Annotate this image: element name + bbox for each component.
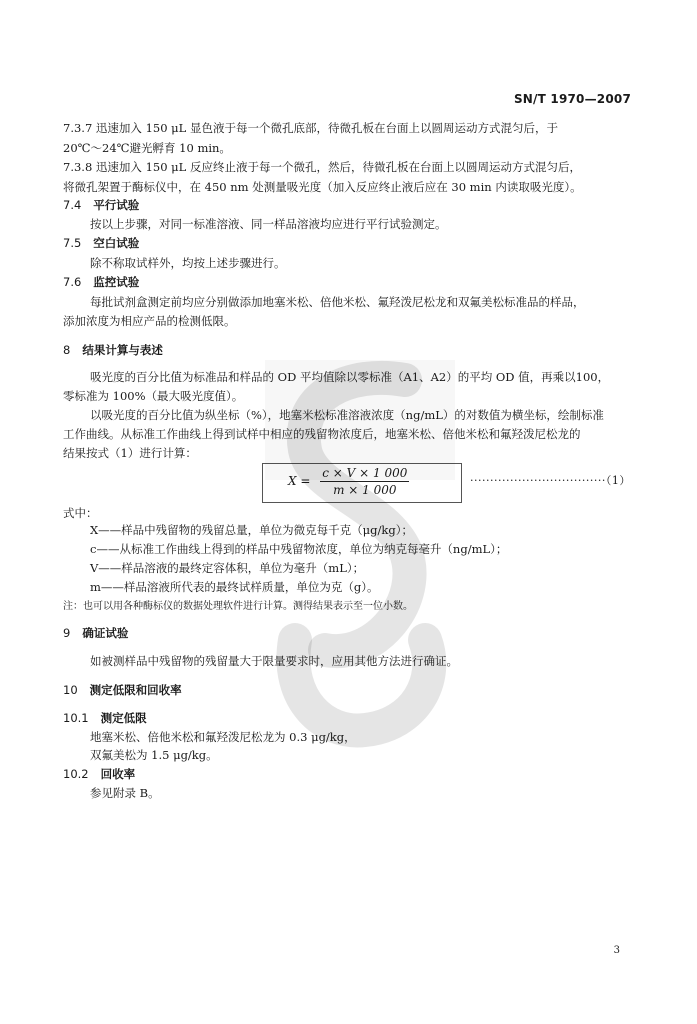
clause-7-3-7-line-2: 20℃～24℃避光孵育 10 min。 [63,141,231,155]
section-9-text: 如被测样品中残留物的残留量大于限量要求时，应用其他方法进行确证。 [90,654,458,668]
definition-v: V——样品溶液的最终定容体积，单位为毫升（mL）； [90,561,365,575]
section-7-4-text: 按以上步骤，对同一标准溶液、同一样品溶液均应进行平行试验测定。 [90,217,447,231]
section-number: 10.2 [63,767,89,781]
section-number: 7.6 [63,275,82,289]
section-title: 测定低限和回收率 [89,683,182,697]
section-8-text-line-3: 以吸光度的百分比值为纵坐标（%），地塞米松标准溶液浓度（ng/mL）的对数值为横坐标，绘制标准 [90,408,604,422]
page-number: 3 [613,945,620,956]
formula [288,466,409,497]
section-10-2-heading [63,767,135,781]
section-title: 确证试验 [82,626,129,640]
section-8-heading [63,343,163,357]
standard-number: SN/T 1970—2007 [513,92,631,106]
section-number: 9 [63,626,71,640]
section-9-heading [63,626,128,640]
section-8-text-line-4: 工作曲线。从标准工作曲线上得到试样中相应的残留物浓度后，地塞米松、倍他米松和氟羟泼尼松龙的 [63,427,581,441]
section-number: 7.4 [63,198,82,212]
section-title: 测定低限 [100,711,147,725]
section-title: 平行试验 [93,198,140,212]
clause-7-3-8-line-2: 将微孔架置于酶标仪中，在 450 nm 处测量吸光度（加入反应终止液后应在 30 min 内读取吸光度）。 [63,180,582,194]
definition-m: m——样品溶液所代表的最终试样质量，单位为克（g）。 [90,580,379,594]
section-8-text-line-1: 吸光度的百分比值为标准品和样品的 OD 平均值除以零标准（A1、A2）的平均 OD 值，再乘以100， [90,370,610,384]
section-7-6-text-line-2: 添加浓度为相应产品的检测低限。 [63,314,236,328]
note: 注：也可以用各种酶标仪的数据处理软件进行计算。测得结果表示至一位小数。 [63,601,413,612]
section-number: 8 [63,343,71,357]
section-number: 7.5 [63,236,82,250]
section-title: 结果计算与表述 [82,343,163,357]
section-10-1-text-line-2: 双氟美松为 1.5 μg/kg。 [90,748,218,762]
section-7-5-text: 除不称取试样外，均按上述步骤进行。 [90,256,286,270]
leader-dots: ·································· [470,474,606,487]
formula-leader-and-number [470,472,631,488]
formula-number: （1） [605,474,631,487]
definition-x: X——样品中残留物的残留总量，单位为微克每千克（μg/kg）； [90,523,413,537]
section-10-heading [63,683,182,697]
section-number: 10 [63,683,78,697]
section-title: 空白试验 [93,236,140,250]
section-8-text-line-2: 零标准为 100%（最大吸光度值）。 [63,389,244,403]
definition-c: c——从标准工作曲线上得到的样品中残留物浓度，单位为纳克每毫升（ng/mL）； [90,542,508,556]
formula-denominator: m × 1 000 [333,483,397,497]
section-7-5-heading [63,236,139,250]
section-7-4-heading [63,198,139,212]
where-label: 式中： [63,506,98,520]
clause-7-3-7-line-1: 7.3.7 迅速加入 150 μL 显色液于每一个微孔底部，待微孔板在台面上以圆周运动方式混匀后，于 [63,121,558,135]
section-8-text-line-5: 结果按式（1）进行计算： [63,446,197,460]
formula-fraction [320,466,409,497]
section-7-6-text-line-1: 每批试剂盒测定前均应分别做添加地塞米松、倍他米松、氟羟泼尼松龙和双氟美松标准品的样品， [90,295,585,309]
formula-lhs: X = [288,474,311,488]
clause-7-3-8-line-1: 7.3.8 迅速加入 150 μL 反应终止液于每一个微孔，然后，待微孔板在台面上以圆周运动方式混匀后， [63,160,581,174]
section-10-1-text-line-1: 地塞米松、倍他米松和氟羟泼尼松龙为 0.3 μg/kg， [90,730,356,744]
section-10-1-heading [63,711,147,725]
section-title: 监控试验 [93,275,140,289]
section-number: 10.1 [63,711,89,725]
section-10-2-text: 参见附录 B。 [90,786,160,800]
section-title: 回收率 [100,767,136,781]
section-7-6-heading [63,275,139,289]
formula-numerator: c × V × 1 000 [322,466,408,480]
